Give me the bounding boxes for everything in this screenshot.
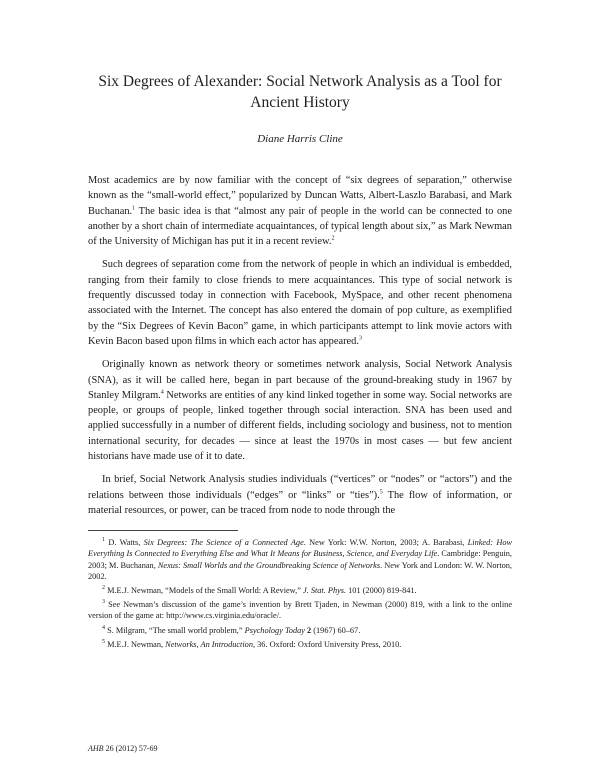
paragraph-text: Networks are entities of any kind linked together in some way. Social networks are people, or groups of people, linked together through social interaction. SNA has been used and applied successfully in a number of different fields, including sociology and business, not to mention international security, for decades — since at least the 1970s in most cases — but few ancient historians have made use of it to date. bbox=[88, 389, 512, 463]
footnote-4 bbox=[88, 625, 512, 636]
footnote-title: Linked: How Everything Is Connected to Everything Else and What It Means for Business, Science, and Everyday Life bbox=[88, 538, 512, 559]
footnote-title: J. Stat. Phys. bbox=[302, 586, 347, 596]
paragraph-text: The flow of information, or material resources, or power, can be traced from node to node through the bbox=[88, 489, 512, 516]
footnote-2 bbox=[88, 585, 512, 596]
footnote-title: Nexus: Small Worlds and the Groundbreaking Science of Networks bbox=[157, 560, 381, 570]
footnote-ref: 5 bbox=[379, 489, 383, 496]
footnote-text: . Cambridge: Penguin, 2003; M. Buchanan, bbox=[88, 549, 512, 570]
paragraph-4 bbox=[88, 472, 512, 518]
footnote-text: . New York and London: W. W. Norton, 2002. bbox=[88, 560, 512, 581]
footnote-number: 1 bbox=[102, 537, 105, 544]
footnote-number: 4 bbox=[102, 624, 105, 631]
footnote-text: M.E.J. Newman, “Models of the Small World: A Review,” bbox=[105, 586, 303, 596]
footnote-ref: 4 bbox=[160, 389, 164, 396]
footnote-text: M.E.J. Newman, bbox=[105, 639, 166, 649]
paragraph-2 bbox=[88, 257, 512, 349]
footnote-text: D. Watts, bbox=[105, 538, 144, 548]
footnote-number: 3 bbox=[102, 599, 105, 606]
paragraph-text: Most academics are by now familiar with the concept of “six degrees of separation,” otherwise known as the “small-world effect,” popularized by Duncan Watts, Albert-Laszlo Barabasi, and Mark Buchanan. bbox=[88, 175, 512, 217]
footnote-text: , 36. Oxford: Oxford University Press, 2010. bbox=[252, 639, 402, 649]
paragraph-text: In brief, Social Network Analysis studies individuals (“vertices” or “nodes” or “actors”) and the relations between those individuals (“edges” or “links” or “ties”). bbox=[88, 474, 512, 501]
footnote-ref: 2 bbox=[331, 235, 335, 242]
paragraph-1 bbox=[88, 173, 512, 249]
article-body bbox=[88, 173, 512, 518]
journal-volume: 26 (2012) 57-69 bbox=[103, 744, 158, 753]
paragraph-text: Such degrees of separation come from the network of people in which an individual is embedded, ranging from their family to close friends to mere acquaintances. This type of social network is frequently discussed today in connection with Facebook, MySpace, and other recent phenomena associated with the Internet. The concept has also entered the domain of pop culture, as exemplified by the “Six Degrees of Kevin Bacon” game, in which participants attempt to link movie actors with Kevin Bacon based upon films in which each actor has appeared. bbox=[88, 259, 512, 347]
footnote-text: . New York: W.W. Norton, 2003; A. Barabasi, bbox=[303, 538, 468, 548]
footnote-volume: 2 bbox=[307, 625, 312, 635]
footnote-ref: 1 bbox=[132, 205, 136, 212]
footnote-text: S. Milgram, “The small world problem,” bbox=[105, 625, 245, 635]
footnote-ref: 3 bbox=[358, 335, 362, 342]
journal-citation bbox=[88, 744, 158, 753]
footnotes bbox=[88, 537, 512, 650]
footnote-title: Psychology Today bbox=[244, 625, 305, 635]
paragraph-text: Originally known as network theory or sometimes network analysis, Social Network Analysis (SNA), as it will be called here, began in part because of the ground-breaking study in 1967 by Stanley Milgram. bbox=[88, 359, 512, 401]
article-title: Six Degrees of Alexander: Social Network Analysis as a Tool for Ancient History bbox=[98, 73, 502, 111]
paragraph-text: The basic idea is that “almost any pair of people in the world can be connected to one another by a short chain of intermediate acquaintances, of typical length about six,” as Mark Newman of the University of Michigan has put it in a recent review. bbox=[88, 205, 512, 248]
footnote-text: (1967) 60–67. bbox=[311, 625, 361, 635]
footnote-3 bbox=[88, 599, 512, 621]
footnote-5 bbox=[88, 639, 512, 650]
footnote-number: 5 bbox=[102, 639, 105, 646]
footnote-title: Six Degrees: The Science of a Connected Age bbox=[143, 538, 304, 548]
footnote-text: 101 (2000) 819-841. bbox=[346, 586, 417, 596]
paragraph-3 bbox=[88, 357, 512, 464]
footnote-title: Networks, An Introduction bbox=[165, 639, 253, 649]
journal-abbr: AHB bbox=[88, 744, 104, 753]
footnote-divider bbox=[88, 530, 238, 531]
footnote-number: 2 bbox=[102, 585, 105, 592]
footnote-1 bbox=[88, 537, 512, 582]
footnote-text: See Newman’s discussion of the game’s invention by Brett Tjaden, in Newman (2000) 819, with a link to the online version of the game at: http://www.cs.virginia.edu/oracle/. bbox=[88, 600, 512, 621]
article-author: Diane Harris Cline bbox=[257, 133, 343, 145]
